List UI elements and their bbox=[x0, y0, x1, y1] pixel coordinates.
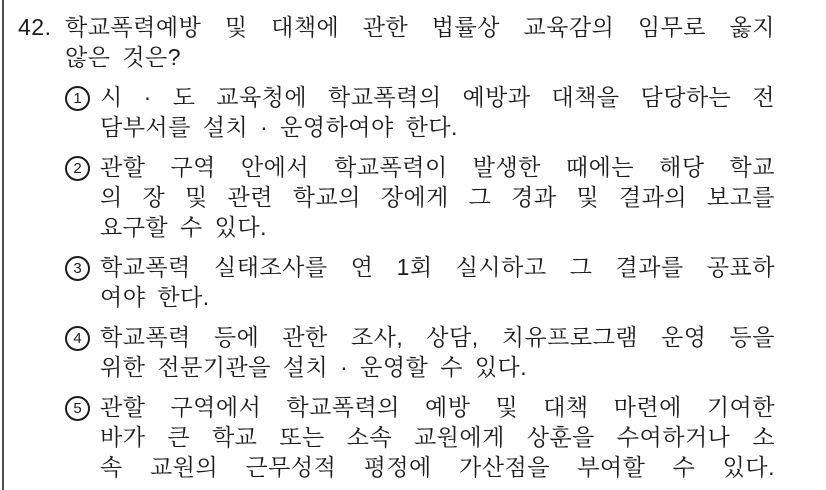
option-line: 관할 구역 안에서 학교폭력이 발생한 때에는 해당 학교 bbox=[100, 154, 775, 180]
circled-number-icon: 4 bbox=[65, 326, 90, 351]
option-line: 의 장 및 관련 학교의 장에게 그 경과 및 결과의 보고를 bbox=[100, 184, 775, 210]
option-line: 속 교원의 근무성적 평정에 가산점을 부여할 수 있다. bbox=[100, 454, 775, 480]
option-marker bbox=[65, 252, 100, 312]
left-border-line bbox=[2, 0, 4, 490]
option-text bbox=[100, 252, 775, 312]
question bbox=[18, 12, 775, 72]
option-line: 위한 전문기관을 설치 · 운영할 수 있다. bbox=[100, 354, 528, 380]
option-line: 학교폭력 등에 관한 조사, 상담, 치유프로그램 운영 등을 bbox=[100, 324, 775, 350]
option-line: 바가 큰 학교 또는 소속 교원에게 상훈을 수여하거나 소 bbox=[100, 424, 775, 450]
option-item-4 bbox=[65, 322, 775, 382]
option-text bbox=[100, 152, 775, 242]
option-line: 담부서를 설치 · 운영하여야 한다. bbox=[100, 114, 458, 140]
option-text bbox=[100, 322, 775, 382]
option-line: 시 · 도 교육청에 학교폭력의 예방과 대책을 담당하는 전 bbox=[100, 84, 775, 110]
option-line: 관할 구역에서 학교폭력의 예방 및 대책 마련에 기여한 bbox=[100, 394, 775, 420]
circled-number-icon: 3 bbox=[65, 256, 90, 281]
option-item-5 bbox=[65, 392, 775, 482]
option-line: 여야 한다. bbox=[100, 284, 210, 310]
question-block bbox=[18, 12, 775, 482]
option-text bbox=[100, 392, 775, 482]
question-text bbox=[65, 12, 775, 72]
circled-number-icon: 2 bbox=[65, 156, 90, 181]
option-line: 요구할 수 있다. bbox=[100, 214, 267, 240]
question-line: 학교폭력예방 및 대책에 관한 법률상 교육감의 임무로 옳지 bbox=[65, 14, 775, 40]
option-item-2 bbox=[65, 152, 775, 242]
option-marker bbox=[65, 392, 100, 482]
option-item-3 bbox=[65, 252, 775, 312]
question-line: 않은 것은? bbox=[65, 44, 182, 70]
circled-number-icon: 1 bbox=[65, 86, 90, 111]
option-marker bbox=[65, 152, 100, 242]
option-item-1 bbox=[65, 82, 775, 142]
option-marker bbox=[65, 82, 100, 142]
option-marker bbox=[65, 322, 100, 382]
question-number: 42. bbox=[18, 14, 52, 40]
option-line: 학교폭력 실태조사를 연 1회 실시하고 그 결과를 공표하 bbox=[100, 254, 775, 280]
circled-number-icon: 5 bbox=[65, 396, 90, 421]
option-text bbox=[100, 82, 775, 142]
